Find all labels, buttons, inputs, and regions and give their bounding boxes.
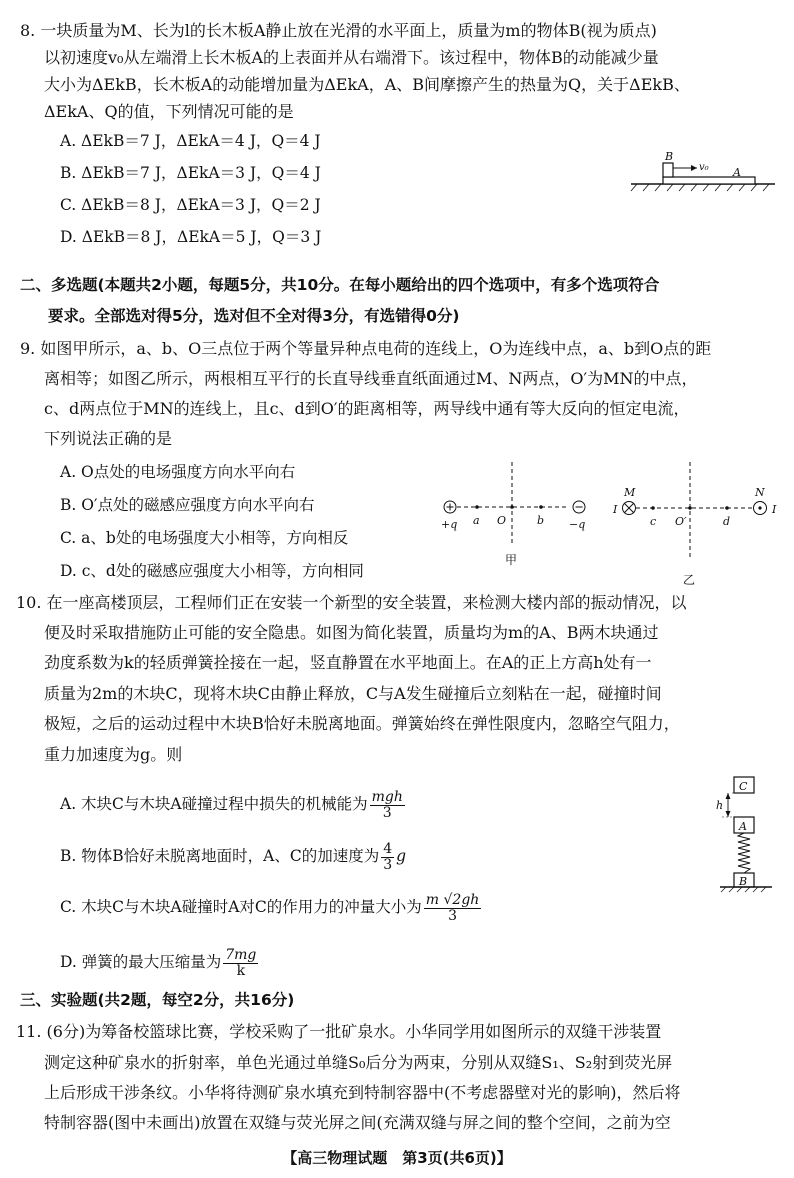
q10-option-a[interactable] xyxy=(60,786,407,822)
q11-line-1: 11. (6分)为筹备校篮球比赛，学校采购了一批矿泉水。小华同学用如图所示的双缝干涉装置 xyxy=(16,1022,662,1041)
fig10-h: h xyxy=(716,799,724,812)
fig-jia-b: b xyxy=(537,514,545,527)
q8-line-4: ΔEkA、Q的值，下列情况可能的是 xyxy=(44,102,294,121)
q9-line-4: 下列说法正确的是 xyxy=(44,429,173,448)
q10-line-2: 便及时采取措施防止可能的安全隐患。如图为简化装置，质量均为m的A、B两木块通过 xyxy=(44,623,659,642)
q10-b-denominator: 3 xyxy=(383,856,393,873)
q9-option-d[interactable]: D. c、d处的磁感应强度大小相等，方向相同 xyxy=(60,562,364,580)
q9-line-3: c、d两点位于MN的连线上，且c、d到O′的距离相等，两导线中通有等大反向的恒定电流， xyxy=(44,399,690,418)
section-3-heading: 三、实验题(共2题，每空2分，共16分) xyxy=(20,991,295,1009)
q8-option-c[interactable]: C. ΔEkB＝8 J，ΔEkA＝3 J，Q＝2 J xyxy=(60,196,321,214)
q10-option-a-text: A. 木块C与木块A碰撞过程中损失的机械能为 xyxy=(60,795,368,813)
q10-c-denominator: 3 xyxy=(448,907,458,924)
q10-option-d-text: D. 弹簧的最大压缩量为 xyxy=(60,953,222,971)
q8-option-b[interactable]: B. ΔEkB＝7 J，ΔEkA＝3 J，Q＝4 J xyxy=(60,164,321,182)
fig10-a: A xyxy=(739,820,747,833)
fig10-b: B xyxy=(739,875,748,888)
fig10-c: C xyxy=(739,780,748,793)
fig-yi-m: M xyxy=(624,486,636,499)
fig-yi-d: d xyxy=(723,515,731,528)
q10-d-denominator: k xyxy=(236,962,246,979)
q9-line-2: 离相等；如图乙所示，两根相互平行的长直导线垂直纸面通过M、N两点，O′为MN的中点， xyxy=(44,369,698,388)
q8-line-1: 8. 一块质量为M、长为l的长木板A静止放在光滑的水平面上，质量为m的物体B(视为质点) xyxy=(20,21,657,40)
q8-board-figure xyxy=(625,146,785,196)
fig-yi-caption: 乙 xyxy=(683,573,696,587)
q10-spring-figure xyxy=(712,775,782,895)
q8-label-a: A xyxy=(733,166,741,179)
fig-jia-o: O xyxy=(497,514,507,527)
q10-line-6: 重力加速度为g。则 xyxy=(44,745,183,764)
q9-option-c[interactable]: C. a、b处的电场强度大小相等，方向相反 xyxy=(60,529,349,547)
fig-yi-c: c xyxy=(650,515,657,528)
q8-line-3: 大小为ΔEkB，长木板A的动能增加量为ΔEkA，A、B间摩擦产生的热量为Q，关于ΔEkB、 xyxy=(44,75,690,94)
q9-option-b[interactable]: B. O′点处的磁感应强度方向水平向右 xyxy=(60,496,315,514)
q8-label-b: B xyxy=(665,150,674,163)
fig-jia-minus-q: −q xyxy=(569,518,586,531)
fig-yi-o-prime: O′ xyxy=(675,515,687,528)
q10-option-d[interactable] xyxy=(60,944,260,980)
q10-a-denominator: 3 xyxy=(382,804,392,821)
q10-option-b[interactable] xyxy=(60,838,406,874)
fig-jia-a: a xyxy=(473,514,480,527)
q9-figure-jia xyxy=(437,462,607,572)
q10-line-1: 10. 在一座高楼顶层，工程师们正在安装一个新型的安全装置，来检测大楼内部的振动情况，以 xyxy=(16,593,687,612)
q10-b-numerator: 4 xyxy=(383,840,393,857)
q10-option-d-fraction xyxy=(223,948,258,979)
page-footer: 【高三物理试题 第3页(共6页)】 xyxy=(282,1149,512,1167)
q10-option-c-text: C. 木块C与木块A碰撞时A对C的作用力的冲量大小为 xyxy=(60,898,422,916)
q11-line-3: 上后形成干涉条纹。小华将待测矿泉水填充到特制容器中(不考虑器壁对光的影响)，然后将 xyxy=(44,1083,681,1102)
q8-option-d[interactable]: D. ΔEkB＝8 J，ΔEkA＝5 J，Q＝3 J xyxy=(60,228,322,246)
q9-option-a[interactable]: A. O点处的电场强度方向水平向右 xyxy=(60,463,296,481)
q8-option-a[interactable]: A. ΔEkB＝7 J，ΔEkA＝4 J，Q＝4 J xyxy=(60,132,321,150)
q10-a-numerator: mgh xyxy=(371,788,403,805)
fig-yi-i-left: I xyxy=(613,503,618,516)
fig-yi-i-right: I xyxy=(772,503,777,516)
q10-line-4: 质量为2m的木块C，现将木块C由静止释放，C与A发生碰撞后立刻粘在一起，碰撞时间 xyxy=(44,684,662,703)
q9-line-1: 9. 如图甲所示，a、b、O三点位于两个等量异种点电荷的连线上，O为连线中点，a、b到O点的距 xyxy=(20,339,712,358)
fig-jia-caption: 甲 xyxy=(505,553,518,567)
q10-option-b-fraction xyxy=(381,842,394,873)
q10-b-tail: g xyxy=(396,847,407,865)
section2-line-2: 要求。全部选对得5分，选对但不全对得3分，有选错得0分) xyxy=(48,307,460,325)
section2-line-1: 二、多选题(本题共2小题，每题5分，共10分。在每小题给出的四个选项中，有多个选项符合 xyxy=(20,276,660,294)
q10-d-numerator: 7mg xyxy=(225,946,257,963)
q10-line-5: 极短，之后的运动过程中木块B恰好未脱离地面。弹簧始终在弹性限度内，忽略空气阻力， xyxy=(44,714,680,733)
fig-yi-n: N xyxy=(755,486,765,499)
q10-option-c-fraction xyxy=(424,893,482,924)
q10-option-b-text: B. 物体B恰好未脱离地面时，A、C的加速度为 xyxy=(60,847,380,865)
fig-jia-plus-q: +q xyxy=(441,518,458,531)
q10-option-a-fraction xyxy=(370,790,405,821)
q9-figure-yi xyxy=(608,462,788,587)
q11-line-4: 特制容器(图中未画出)放置在双缝与荧光屏之间(充满双缝与屏之间的整个空间，之前为空 xyxy=(44,1113,671,1132)
q10-line-3: 劲度系数为k的轻质弹簧拴接在一起，竖直静置在水平地面上。在A的正上方高h处有一 xyxy=(44,653,652,672)
q11-line-2: 测定这种矿泉水的折射率，单色光通过单缝S₀后分为两束，分别从双缝S₁、S₂射到荧光屏 xyxy=(44,1053,673,1072)
q10-option-c[interactable] xyxy=(60,889,483,925)
q8-line-2: 以初速度v₀从左端滑上长木板A的上表面并从右端滑下。该过程中，物体B的动能减少量 xyxy=(44,48,659,67)
q8-label-v0: v₀ xyxy=(699,162,709,173)
q10-c-numerator: m √2gh xyxy=(425,891,480,908)
